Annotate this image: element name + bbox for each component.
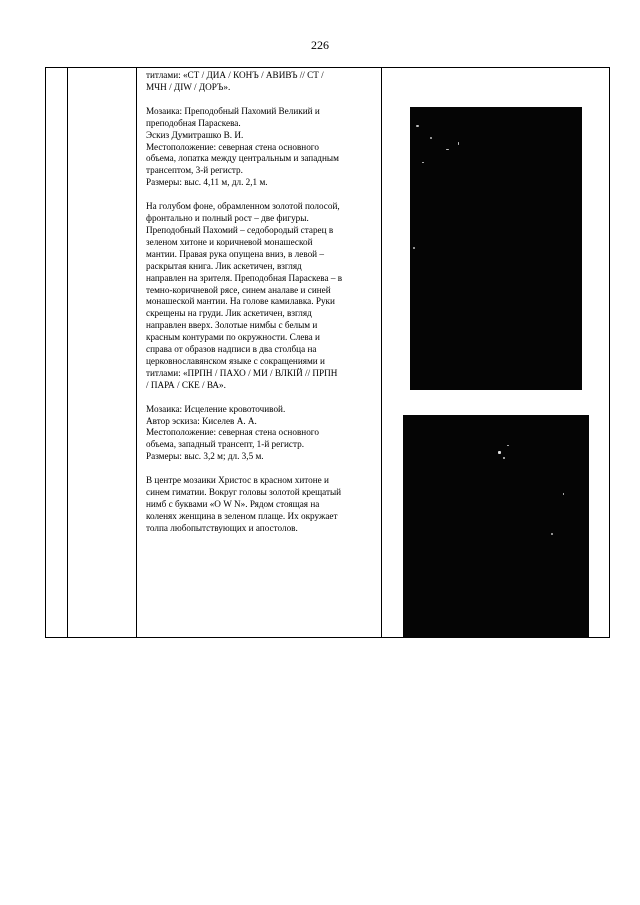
text-line: направлен вверх. Золотые нимбы с белым и <box>146 320 318 331</box>
text-line: На голубом фоне, обрамленном золотой полосой, <box>146 201 340 212</box>
text-line: монашеской мантии. На голове камилавка. Руки <box>146 296 335 307</box>
text-line: Размеры: выс. 3,2 м; дл. 3,5 м. <box>146 451 264 462</box>
text-line: темно-коричневой рясе, синем аналаве и синей <box>146 284 331 295</box>
text-line: Мозаика: Исцеление кровоточивой. <box>146 403 286 414</box>
text-line: Местоположение: северная стена основного <box>146 427 319 438</box>
photo-speck <box>446 149 449 150</box>
text-line: объема, западный трансепт, 1-й регистр. <box>146 439 304 450</box>
text-line: Автор эскиза: Киселев А. А. <box>146 415 257 426</box>
photo-speck <box>430 137 432 139</box>
text-line: Преподобный Пахомий – седобородый старец в <box>146 224 334 235</box>
photo-speck <box>503 457 505 459</box>
photo-speck <box>563 493 564 495</box>
text-line: трансептом, 3-й регистр. <box>146 165 243 176</box>
text-line: нимб с буквами «О W N». Рядом стоящая на <box>146 499 320 509</box>
catalog-table <box>45 67 610 638</box>
text-line: титлами: «СТ / ДИА / КОНЪ / АВИВЪ // СТ / <box>146 70 324 80</box>
text-line: направлен на зрителя. Преподобная Параскева – в <box>146 272 343 283</box>
photo-speck <box>413 247 415 249</box>
text-line: преподобная Параскева. <box>146 117 241 128</box>
text-line: справа от образов надписи в два столбца на <box>146 344 317 355</box>
text-line: раскрытая книга. Лик аскетичен, взгляд <box>146 260 302 271</box>
photo-speck <box>416 125 419 127</box>
text-line: мантии. Правая рука опущена вниз, в левой – <box>146 248 324 259</box>
text-line: красным контурами по окружности. Слева и <box>146 332 320 343</box>
text-line: коленях женщина в зеленом плаще. Их окружает <box>146 510 338 521</box>
mosaic-2-description <box>146 475 380 535</box>
text-line: фронтально и полный рост – две фигуры. <box>146 213 309 224</box>
mosaic-2-info <box>146 404 380 464</box>
mosaic-photo <box>403 415 589 638</box>
mosaic-1-description <box>146 201 380 392</box>
mosaic-photo <box>410 107 582 390</box>
text-line: церковнославянском языке с сокращениями и <box>146 355 325 366</box>
text-line: / ПАРА / СКЕ / ВА». <box>146 379 226 390</box>
text-line: синем гиматии. Вокруг головы золотой крещатый <box>146 487 342 498</box>
page-number: 226 <box>311 38 329 52</box>
text-line: скрещены на груди. Лик аскетичен, взгляд <box>146 308 312 319</box>
text-line: Эскиз Думитрашко В. И. <box>146 129 244 140</box>
column-divider <box>381 68 382 637</box>
photo-speck <box>498 451 501 454</box>
intro-paragraph <box>146 70 380 94</box>
photo-speck <box>458 142 459 145</box>
photo-speck <box>422 162 424 163</box>
text-line: Размеры: выс. 4,11 м, дл. 2,1 м. <box>146 177 268 188</box>
text-line: В центре мозаики Христос в красном хитоне и <box>146 475 329 486</box>
description-cell <box>146 70 380 535</box>
text-line: зеленом хитоне и коричневой монашеской <box>146 236 313 247</box>
text-line: МЧН / ДIW / ДОРЪ». <box>146 81 231 92</box>
column-divider <box>136 68 137 637</box>
photo-speck <box>507 445 509 446</box>
mosaic-1-info <box>146 106 380 189</box>
text-line: Местоположение: северная стена основного <box>146 141 319 152</box>
text-line: Мозаика: Преподобный Пахомий Великий и <box>146 105 320 116</box>
text-line: титлами: «ПРПН / ПАХО / МИ / ВЛКIЙ // ПРПН <box>146 367 338 378</box>
text-line: объема, лопатка между центральным и западным <box>146 153 339 164</box>
column-divider <box>67 68 68 637</box>
text-line: толпа любопытствующих и апостолов. <box>146 522 298 533</box>
photo-speck <box>551 533 553 535</box>
